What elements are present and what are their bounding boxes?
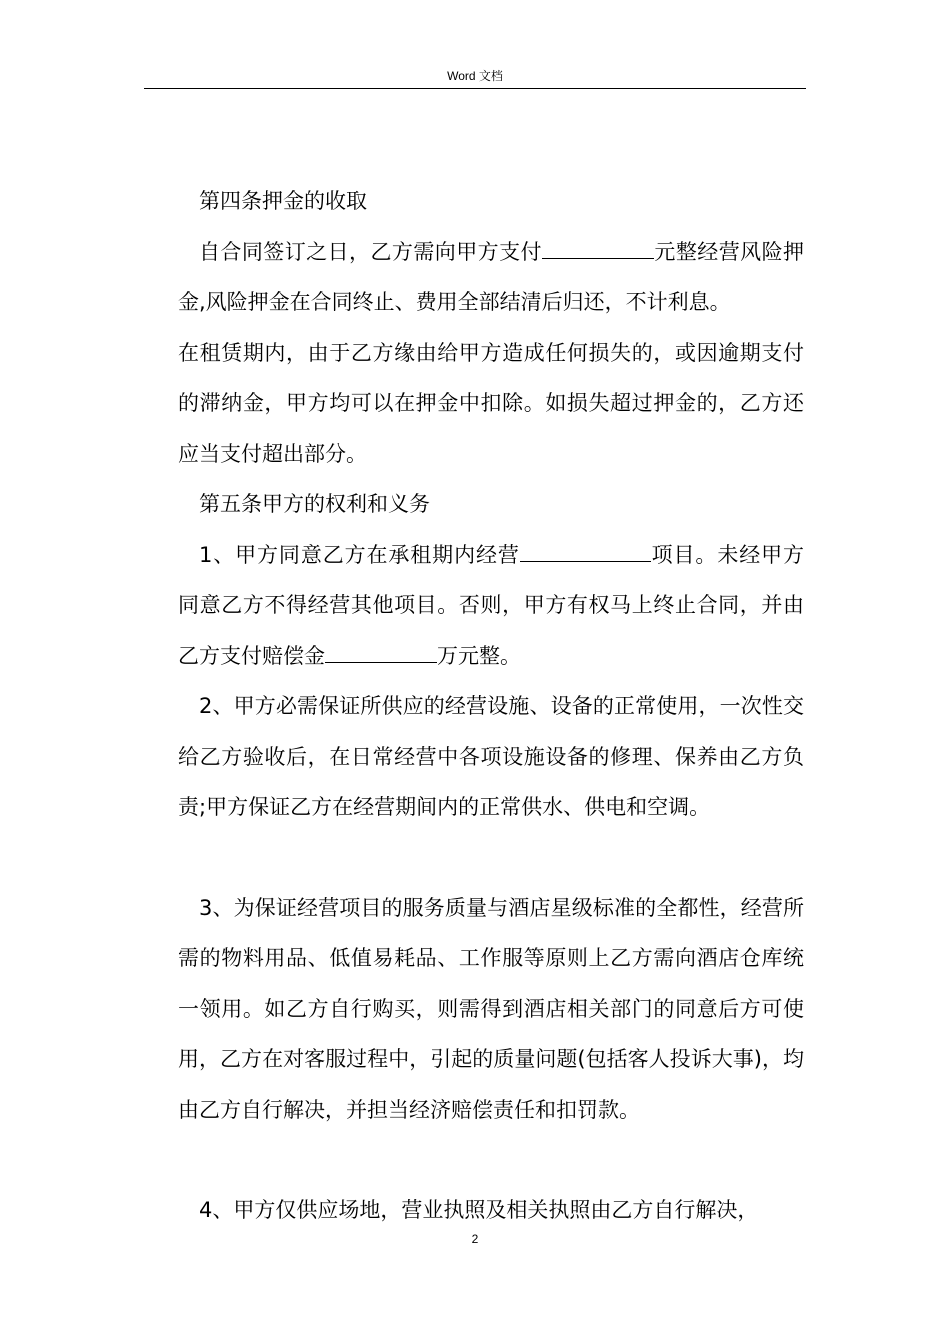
item-1-text-a: 1、甲方同意乙方在承租期内经营 (199, 542, 520, 567)
document-body (178, 176, 804, 1236)
deposit-clause-text-b: 元整经营风险押金,风险押金在合同终止、费用全部结清后归还，不计利息。 (178, 239, 805, 314)
deposit-clause-text-a: 自合同签订之日，乙方需向甲方支付 (199, 239, 542, 264)
deposit-clause (178, 227, 804, 328)
deposit-amount-blank (542, 238, 654, 259)
article-4-heading: 第四条押金的收取 (199, 189, 367, 213)
item-2: 2、甲方必需保证所供应的经营设施、设备的正常使用，一次性交给乙方验收后，在日常经营中各项设施设备的修理、保养由乙方负责;甲方保证乙方在经营期间内的正常供水、供电和空调。 (178, 694, 804, 819)
article-5-heading: 第五条甲方的权利和义务 (199, 492, 430, 516)
item-4: 4、甲方仅供应场地，营业执照及相关执照由乙方自行解决， (199, 1198, 759, 1222)
page-number: 2 (471, 1232, 479, 1246)
business-project-blank (520, 541, 651, 562)
item-1 (178, 530, 804, 682)
deduction-clause: 在租赁期内，由于乙方缘由给甲方造成任何损失的，或因逾期支付的滞纳金，甲方均可以在押金中扣除。如损失超过押金的，乙方还应当支付超出部分。 (178, 340, 804, 466)
item-1-text-b: 项目。未经甲方同意乙方不得经营其他项目。否则，甲方有权马上终止合同，并由乙方支付赔偿金 (178, 542, 804, 668)
item-1-text-c: 万元整。 (437, 643, 521, 668)
page-header: Word 文档 (447, 69, 503, 83)
item-3: 3、为保证经营项目的服务质量与酒店星级标准的全都性，经营所需的物料用品、低值易耗品、工作服等原则上乙方需向酒店仓库统一领用。如乙方自行购买，则需得到酒店相关部门的同意后方可使用，乙方在对客服过程中，引起的质量问题(包括客人投诉大事)，均由乙方自行解决，并担当经济赔偿责任和扣罚款。 (178, 895, 804, 1122)
header-divider (144, 88, 806, 89)
paragraph-spacer (178, 833, 804, 883)
compensation-amount-blank (325, 642, 437, 663)
paragraph-spacer (178, 1135, 804, 1185)
